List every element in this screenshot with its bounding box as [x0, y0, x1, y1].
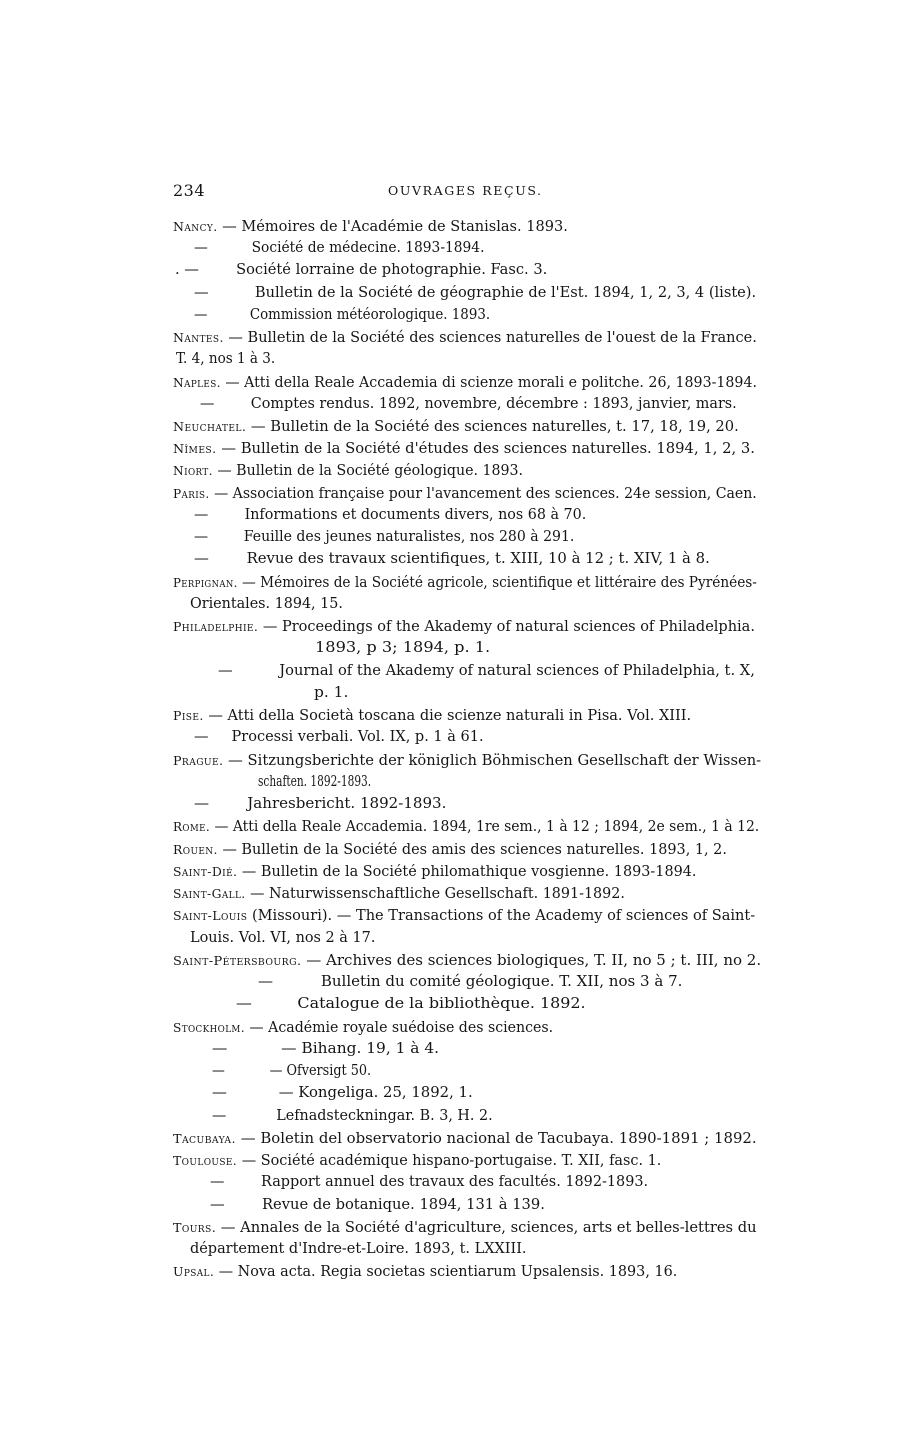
city-name: Paris. [173, 486, 210, 501]
entry-line [173, 326, 757, 349]
continuation-line [218, 660, 755, 683]
entry-text: département d'Indre-et-Loire. 1893, t. LXXIII. [190, 1241, 527, 1257]
entry-line [173, 415, 739, 438]
city-name: Upsal. [173, 1264, 215, 1279]
entry-text: — Informations et documents divers, nos 68 à 70. [194, 507, 587, 523]
entry-line [173, 1216, 757, 1239]
entry-text: — Revue de botanique. 1894, 131 à 139. [210, 1197, 545, 1213]
entry-text: T. 4, nos 1 à 3. [176, 351, 276, 367]
entry-line [173, 459, 523, 482]
entry-text: — Archives des sciences biologiques, T. II, no 5 ; t. III, no 2. [301, 953, 762, 969]
continuation-line [176, 348, 275, 371]
continuation-line [194, 237, 484, 260]
continuation-line [194, 548, 710, 571]
continuation-line [194, 282, 756, 305]
entry-text: — Jahresbericht. 1892-1893. [194, 796, 447, 812]
entry-text: — — Ofversigt 50. [212, 1063, 372, 1079]
entry-text: . — Société lorraine de photographie. Fasc. 3. [175, 262, 548, 278]
entry-text: (Missouri). — The Transactions of the Academy of sciences of Saint- [247, 908, 756, 924]
continuation-line [258, 771, 371, 794]
entry-text: — Nova acta. Regia societas scientiarum Upsalensis. 1893, 16. [214, 1264, 678, 1280]
entry-text: Orientales. 1894, 15. [190, 596, 343, 612]
continuation-line [194, 526, 574, 549]
entry-line [173, 949, 761, 972]
city-name: Saint-Dié. [173, 864, 238, 879]
continuation-line [194, 726, 484, 749]
entry-text: Louis. Vol. VI, nos 2 à 17. [190, 930, 376, 946]
entry-text: — Proceedings of the Akademy of natural sciences of Philadelphia. [258, 619, 755, 635]
entry-text: — Bulletin du comité géologique. T. XII, nos 3 à 7. [258, 974, 683, 990]
city-name: Tours. [173, 1220, 217, 1235]
continuation-line [194, 504, 586, 527]
entry-text: — Atti della Reale Accademia di scienze morali e politche. 26, 1893-1894. [220, 375, 758, 391]
entry-text: — Académie royale suédoise des sciences. [245, 1020, 554, 1036]
continuation-line [210, 1194, 545, 1217]
continuation-line [314, 682, 348, 705]
city-name: Toulouse. [173, 1153, 238, 1168]
city-name: Rome. [173, 819, 211, 834]
entry-text: — — Kongeliga. 25, 1892, 1. [212, 1085, 473, 1101]
entry-text: — Bulletin de la Société des sciences naturelles, t. 17, 18, 19, 20. [246, 419, 739, 435]
entry-line [173, 482, 757, 505]
entry-line [173, 437, 755, 460]
entry-text: — Atti della Reale Accademia. 1894, 1re sem., 1 à 12 ; 1894, 2e sem., 1 à 12. [210, 819, 760, 835]
entry-text: — Association française pour l'avancement des sciences. 24e session, Caen. [209, 486, 757, 502]
entry-line [173, 704, 691, 727]
entry-text: schaften. 1892-1893. [258, 774, 372, 790]
continuation-line [315, 637, 490, 660]
entry-text: 1893, p 3; 1894, p. 1. [315, 640, 491, 656]
entry-text: — Feuille des jeunes naturalistes, nos 280 à 291. [194, 529, 575, 545]
entry-text: — Bulletin de la Société de géographie de l'Est. 1894, 1, 2, 3, 4 (liste). [194, 285, 757, 301]
continuation-line [258, 971, 682, 994]
city-name: Perpignan. [173, 575, 238, 590]
continuation-line [212, 1060, 371, 1083]
entry-text: — Naturwissenschaftliche Gesellschaft. 1891-1892. [245, 886, 625, 902]
entry-text: — Lefnadsteckningar. B. 3, H. 2. [212, 1108, 493, 1124]
entry-text: — Mémoires de l'Académie de Stanislas. 1893. [217, 219, 568, 235]
entry-text: — Commission météorologique. 1893. [194, 307, 491, 323]
entry-text: — Mémoires de la Société agricole, scientifique et littéraire des Pyrénées- [237, 575, 757, 591]
continuation-line [190, 1238, 527, 1261]
continuation-line [190, 593, 343, 616]
city-name: Saint-Gall. [173, 886, 246, 901]
city-name: Tacubaya. [173, 1131, 236, 1146]
entry-text: — Bulletin de la Société géologique. 1893. [212, 463, 524, 479]
entry-line [173, 815, 759, 838]
entry-text: — Société de médecine. 1893-1894. [194, 240, 485, 256]
continuation-line [210, 1171, 648, 1194]
continuation-line [190, 927, 375, 950]
entry-line [173, 904, 755, 927]
entry-text: — — Bihang. 19, 1 à 4. [212, 1041, 440, 1057]
entry-line [173, 1149, 661, 1172]
city-name: Nantes. [173, 330, 224, 345]
entry-line [173, 860, 696, 883]
city-name: Saint-Pétersbourg. [173, 953, 302, 968]
city-name: Stockholm. [173, 1020, 246, 1035]
continuation-line [200, 393, 737, 416]
entry-line [173, 615, 755, 638]
entry-text: — Journal of the Akademy of natural sciences of Philadelphia, t. X, [218, 663, 755, 679]
page-number: 234 [173, 181, 206, 200]
entry-line [173, 1016, 553, 1039]
running-header [173, 181, 763, 207]
city-name: Prague. [173, 753, 224, 768]
entry-text: — Bulletin de la Société des amis des sciences naturelles. 1893, 1, 2. [217, 842, 727, 858]
continuation-line [194, 304, 490, 327]
entry-line [173, 371, 757, 394]
entry-text: — Bulletin de la Société d'études des sciences naturelles. 1894, 1, 2, 3. [216, 441, 755, 457]
city-name: Nîmes. [173, 441, 217, 456]
entry-text: — Bulletin de la Société philomathique vosgienne. 1893-1894. [237, 864, 697, 880]
entry-text: — Annales de la Société d'agriculture, sciences, arts et belles-lettres du [216, 1220, 757, 1236]
city-name: Nancy. [173, 219, 218, 234]
entry-line [173, 571, 757, 594]
entry-line [173, 882, 625, 905]
continuation-line [212, 1038, 439, 1061]
running-title: OUVRAGES REÇUS. [388, 183, 543, 198]
entry-line [173, 1260, 677, 1283]
entry-text: — Boletin del observatorio nacional de Tacubaya. 1890-1891 ; 1892. [235, 1131, 757, 1147]
entry-text: — Catalogue de la bibliothèque. 1892. [236, 996, 586, 1012]
city-name: Saint-Louis [173, 908, 248, 923]
city-name: Philadelphie. [173, 619, 259, 634]
continuation-line [236, 993, 586, 1016]
entry-text: — Sitzungsberichte der königlich Böhmischen Gesellschaft der Wissen- [223, 753, 762, 769]
city-name: Naples. [173, 375, 221, 390]
continuation-line [212, 1105, 493, 1128]
city-name: Rouen. [173, 842, 218, 857]
entry-line [173, 1127, 757, 1150]
entry-line [173, 838, 727, 861]
continuation-line [212, 1082, 473, 1105]
entry-text: — Bulletin de la Société des sciences naturelles de l'ouest de la France. [223, 330, 757, 346]
city-name: Niort. [173, 463, 213, 478]
city-name: Pise. [173, 708, 204, 723]
entry-text: p. 1. [314, 685, 349, 701]
entry-line [173, 215, 568, 238]
continuation-line [175, 259, 547, 282]
entry-text: — Société académique hispano-portugaise. T. XII, fasc. 1. [237, 1153, 662, 1169]
entry-text: — Atti della Società toscana die scienze naturali in Pisa. Vol. XIII. [203, 708, 692, 724]
entry-text: — Processi verbali. Vol. IX, p. 1 à 61. [194, 729, 484, 745]
entry-text: — Revue des travaux scientifiques, t. XIII, 10 à 12 ; t. XIV, 1 à 8. [194, 551, 710, 567]
entry-text: — Rapport annuel des travaux des facultés. 1892-1893. [210, 1174, 649, 1190]
continuation-line [194, 793, 446, 816]
city-name: Neuchatel. [173, 419, 247, 434]
entry-text: — Comptes rendus. 1892, novembre, décembre : 1893, janvier, mars. [200, 396, 737, 412]
entry-line [173, 749, 761, 772]
